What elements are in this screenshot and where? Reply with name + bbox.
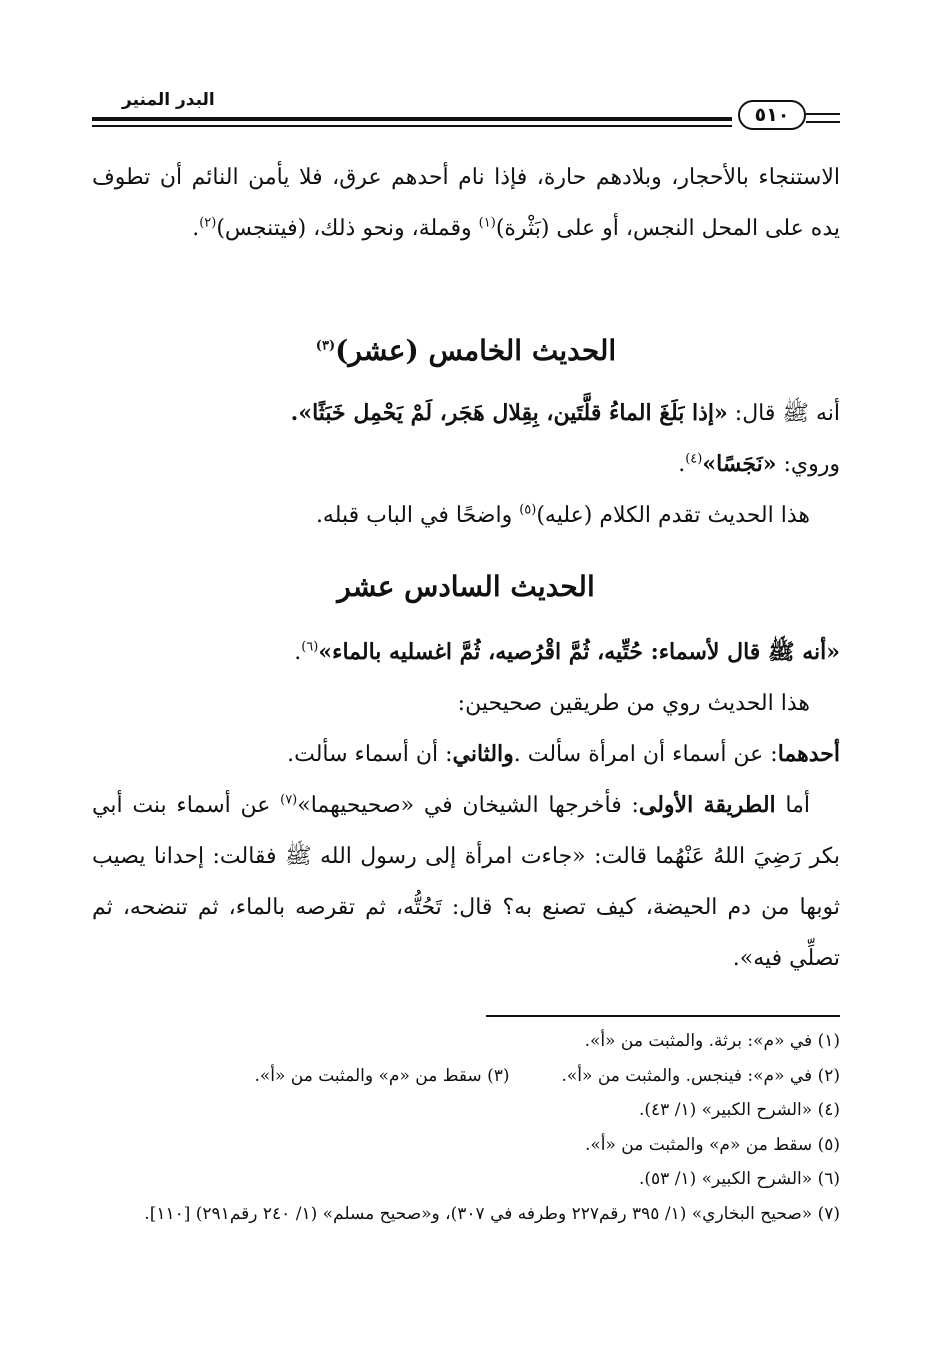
footnotes (92, 1024, 840, 1231)
text: هذا الحديث تقدم الكلام (عليه) (536, 503, 810, 528)
footnote-text: (٤) «الشرح الكبير» (١/ ٤٣). (638, 1100, 840, 1120)
footnote-text: (١) في «م»: برثة. والمثبت من «أ». (584, 1031, 840, 1051)
footnote-ref: (٦) (301, 639, 319, 655)
page-number: ٥١٠ (738, 100, 806, 130)
paragraph (92, 627, 840, 678)
text: هذا الحديث روي من طريقين صحيحين: (457, 691, 810, 716)
footnote (92, 1128, 840, 1163)
page-header (92, 88, 840, 134)
text: الاستنجاء بالأحجار، وبلادهم حارة، فإذا نام أحدهم عرق، فلا يأمن النائم أن تطوف يده على المحل النجس، أو على (بَثْرة) (92, 165, 840, 241)
text: واضحًا في الباب قبله. (315, 503, 520, 528)
footnote-text: (٧) «صحيح البخاري» (١/ ٣٩٥ رقم٢٢٧ وطرفه في ٣٠٧)، و«صحيح مسلم» (١/ ٢٤٠ رقم٢٩١) [١١٠]. (144, 1203, 840, 1224)
paragraph (92, 439, 840, 490)
hadith-quote: «أنه ﷺ قال لأسماء: حُتِّيه، ثُمَّ اقْرُصيه، ثُمَّ اغسليه بالماء» (318, 639, 840, 665)
paragraph (92, 490, 840, 541)
text: . (294, 640, 302, 665)
footnote (92, 1059, 840, 1094)
header-ornament (806, 113, 840, 123)
spacer (510, 1059, 562, 1094)
text: : أن أسماء سألت. (287, 742, 453, 767)
paragraph (92, 729, 840, 780)
footnote-ref: (٧) (280, 792, 298, 808)
footnote-ref: (٥) (519, 502, 537, 518)
term: أحدهما (777, 741, 840, 767)
hadith-quote: «نَجَسًا» (702, 451, 777, 477)
text: . (678, 452, 686, 477)
text: . (192, 216, 200, 241)
paragraph (92, 388, 840, 439)
term: الطريقة الأولى (638, 792, 776, 818)
heading-text: الحديث الخامس (عشر) (335, 334, 617, 367)
hadith-16-heading: الحديث السادس عشر (337, 570, 595, 603)
footnote-ref: (٢) (199, 215, 217, 231)
paragraph (92, 780, 840, 984)
footnote-ref: (٤) (685, 451, 703, 467)
footnote-ref: (٣) (315, 338, 336, 354)
text: : فأخرجها الشيخان في «صحيحيهما» (297, 793, 639, 818)
text: وروي: (776, 452, 840, 477)
term: والثاني (452, 741, 514, 767)
hadith-quote: «إذا بَلَغَ الماءُ قلَّتَين، بِقِلال هَجَر، لَمْ يَحْمِل خَبَثًا». (290, 400, 728, 426)
paragraph (92, 678, 840, 729)
footnote-text: (٦) «الشرح الكبير» (١/ ٥٣). (638, 1169, 840, 1189)
paragraph (92, 152, 840, 254)
header-rule-thin (92, 125, 732, 127)
hadith-15-body (92, 388, 840, 541)
opening-paragraph (92, 152, 840, 254)
footnote-text: (٥) سقط من «م» والمثبت من «أ». (584, 1134, 840, 1155)
footnote-text: (٣) سقط من «م» والمثبت من «أ». (254, 1065, 510, 1086)
hadith-16-body (92, 627, 840, 984)
text: أنه ﷺ قال: (727, 401, 840, 426)
text: أما (775, 793, 810, 818)
text: عن أسماء بنت أبي بكر رَضِيَ اللهُ عَنْهُما قالت: «جاءت امرأة إلى رسول الله ﷺ فقالت: إحدانا يصيب ثوبها من دم الحيضة، كيف تصنع به؟ قال: تَحُتُّه، ثم تقرصه بالماء، ثم تنضحه، ثم تصلِّي فيه». (92, 793, 840, 971)
footnote (92, 1162, 840, 1197)
footnote (92, 1024, 840, 1059)
running-title: البدر المنير (122, 90, 215, 110)
footnote (92, 1197, 840, 1232)
text: وقملة، ونحو ذلك، (فيتنجس) (216, 216, 479, 241)
footnote-separator (486, 1015, 840, 1017)
footnote-ref: (١) (478, 215, 496, 231)
hadith-15-heading (92, 334, 840, 367)
header-rule (92, 117, 732, 121)
text: : عن أسماء أن امرأة سألت . (513, 742, 778, 767)
footnote-text: (٢) في «م»: فينجس. والمثبت من «أ». (561, 1065, 840, 1086)
footnote (92, 1093, 840, 1128)
